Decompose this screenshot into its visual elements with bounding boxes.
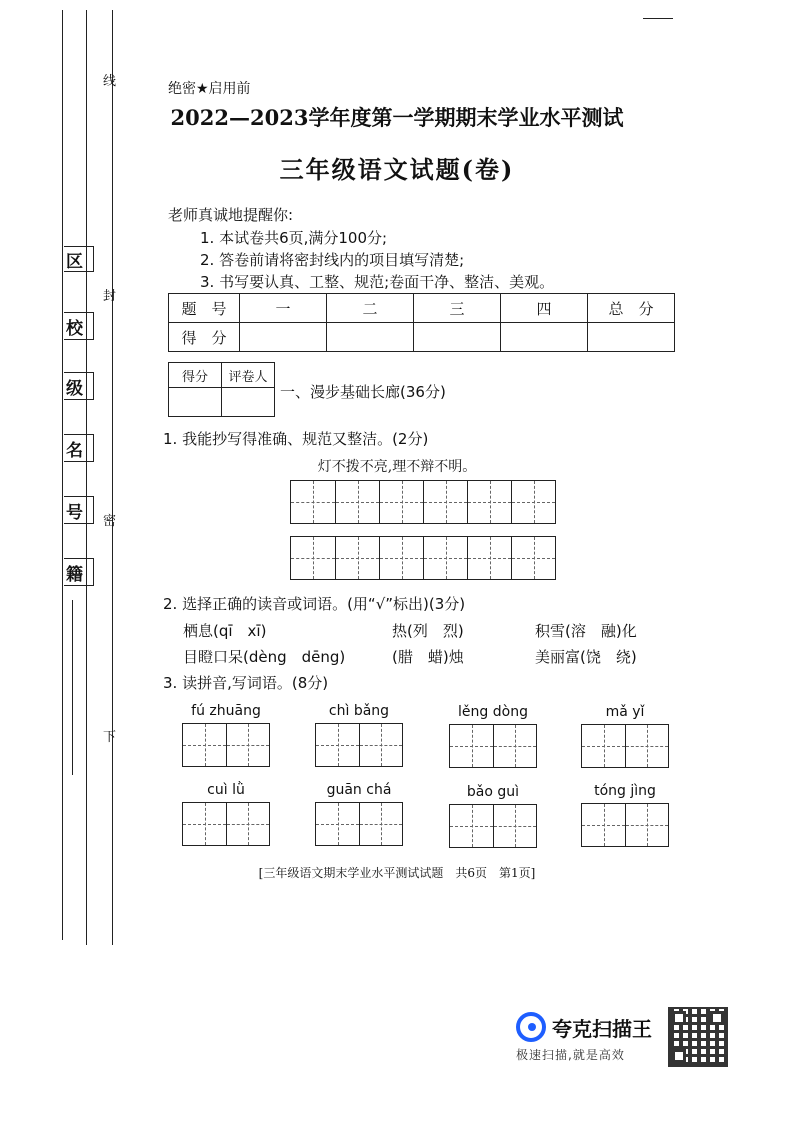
grader-name-label: 评卷人 xyxy=(222,363,275,388)
score-col: 三 xyxy=(414,294,501,323)
page-footer: [三年级语文期末学业水平测试试题 共6页 第1页] xyxy=(258,866,536,880)
pinyin-label: tóng jìng xyxy=(594,783,656,799)
margin-box-class: 级 xyxy=(64,372,94,400)
seal-label: 线 xyxy=(103,74,117,89)
margin-box-school: 校 xyxy=(64,312,94,340)
option-item[interactable]: 美丽富(饶 绕) xyxy=(535,648,637,666)
question-3: 3. 读拼音,写词语。(8分) xyxy=(163,674,329,692)
pinyin-label: guān chá xyxy=(326,782,392,798)
score-cell[interactable] xyxy=(414,323,501,352)
pinyin-label: chì bǎng xyxy=(328,703,390,719)
answer-grid[interactable] xyxy=(581,724,669,768)
margin-line xyxy=(72,600,73,775)
option-item[interactable]: (腊 蜡)烛 xyxy=(392,648,464,666)
brand-name: 夸克扫描王 xyxy=(552,1017,652,1041)
margin-box-name: 名 xyxy=(64,434,94,462)
option-item[interactable]: 积雪(溶 融)化 xyxy=(535,622,637,640)
question-2: 2. 选择正确的读音或词语。(用“√”标出)(3分) xyxy=(163,595,466,613)
answer-grid[interactable] xyxy=(182,802,270,846)
pinyin-label: lěng dòng xyxy=(458,704,528,720)
score-cell[interactable] xyxy=(588,323,675,352)
margin-box-record: 籍 xyxy=(64,558,94,586)
writing-grid[interactable] xyxy=(290,480,556,524)
instruction-item: 1. 本试卷共6页,满分100分; xyxy=(200,229,388,247)
scanner-logo-icon xyxy=(516,1012,546,1042)
exam-subtitle: 三年级语文试题(卷) xyxy=(279,155,515,184)
seal-label: 密 xyxy=(103,514,117,529)
grader-score-label: 得分 xyxy=(169,363,222,388)
pinyin-label: bǎo guì xyxy=(466,784,520,800)
score-cell[interactable] xyxy=(327,323,414,352)
score-col: 一 xyxy=(240,294,327,323)
qr-code-icon xyxy=(668,1007,728,1067)
exam-title: 2022—2023学年度第一学期期末学业水平测试 xyxy=(170,105,624,130)
pinyin-label: cuì lǜ xyxy=(207,782,245,798)
score-header-label: 题 号 xyxy=(169,294,240,323)
answer-grid[interactable] xyxy=(449,804,537,848)
option-item[interactable]: 热(列 烈) xyxy=(392,622,464,640)
copy-sentence: 灯不拨不亮,理不辩不明。 xyxy=(317,459,477,475)
score-cell[interactable] xyxy=(501,323,588,352)
pinyin-label: mǎ yǐ xyxy=(605,704,645,720)
secret-label: 绝密★启用前 xyxy=(168,81,251,97)
margin-box-number: 号 xyxy=(64,496,94,524)
grader-name-cell[interactable] xyxy=(222,388,275,417)
score-col: 二 xyxy=(327,294,414,323)
answer-grid[interactable] xyxy=(581,803,669,847)
score-table xyxy=(168,293,675,352)
instruction-item: 3. 书写要认真、工整、规范;卷面干净、整洁、美观。 xyxy=(200,273,555,291)
grader-table xyxy=(168,362,275,417)
option-item[interactable]: 栖息(qī xī) xyxy=(183,622,267,640)
writing-grid[interactable] xyxy=(290,536,556,580)
grader-score-cell[interactable] xyxy=(169,388,222,417)
seal-label: 封 xyxy=(103,289,117,304)
option-item[interactable]: 目瞪口呆(dèng dēng) xyxy=(183,648,346,666)
answer-grid[interactable] xyxy=(182,723,270,767)
section-title: 一、漫步基础长廊(36分) xyxy=(280,383,446,401)
score-col: 四 xyxy=(501,294,588,323)
top-dash xyxy=(643,18,673,19)
margin-box-district: 区 xyxy=(64,246,94,272)
instruction-item: 2. 答卷前请将密封线内的项目填写清楚; xyxy=(200,251,465,269)
answer-grid[interactable] xyxy=(449,724,537,768)
seal-label: 下 xyxy=(103,730,117,745)
instructions-intro: 老师真诚地提醒你: xyxy=(168,206,294,224)
question-1: 1. 我能抄写得准确、规范又整洁。(2分) xyxy=(163,430,429,448)
answer-grid[interactable] xyxy=(315,802,403,846)
brand-slogan: 极速扫描,就是高效 xyxy=(516,1048,625,1062)
score-col: 总 分 xyxy=(588,294,675,323)
score-cell[interactable] xyxy=(240,323,327,352)
score-row-label: 得 分 xyxy=(169,323,240,352)
answer-grid[interactable] xyxy=(315,723,403,767)
pinyin-label: fú zhuāng xyxy=(191,703,261,719)
